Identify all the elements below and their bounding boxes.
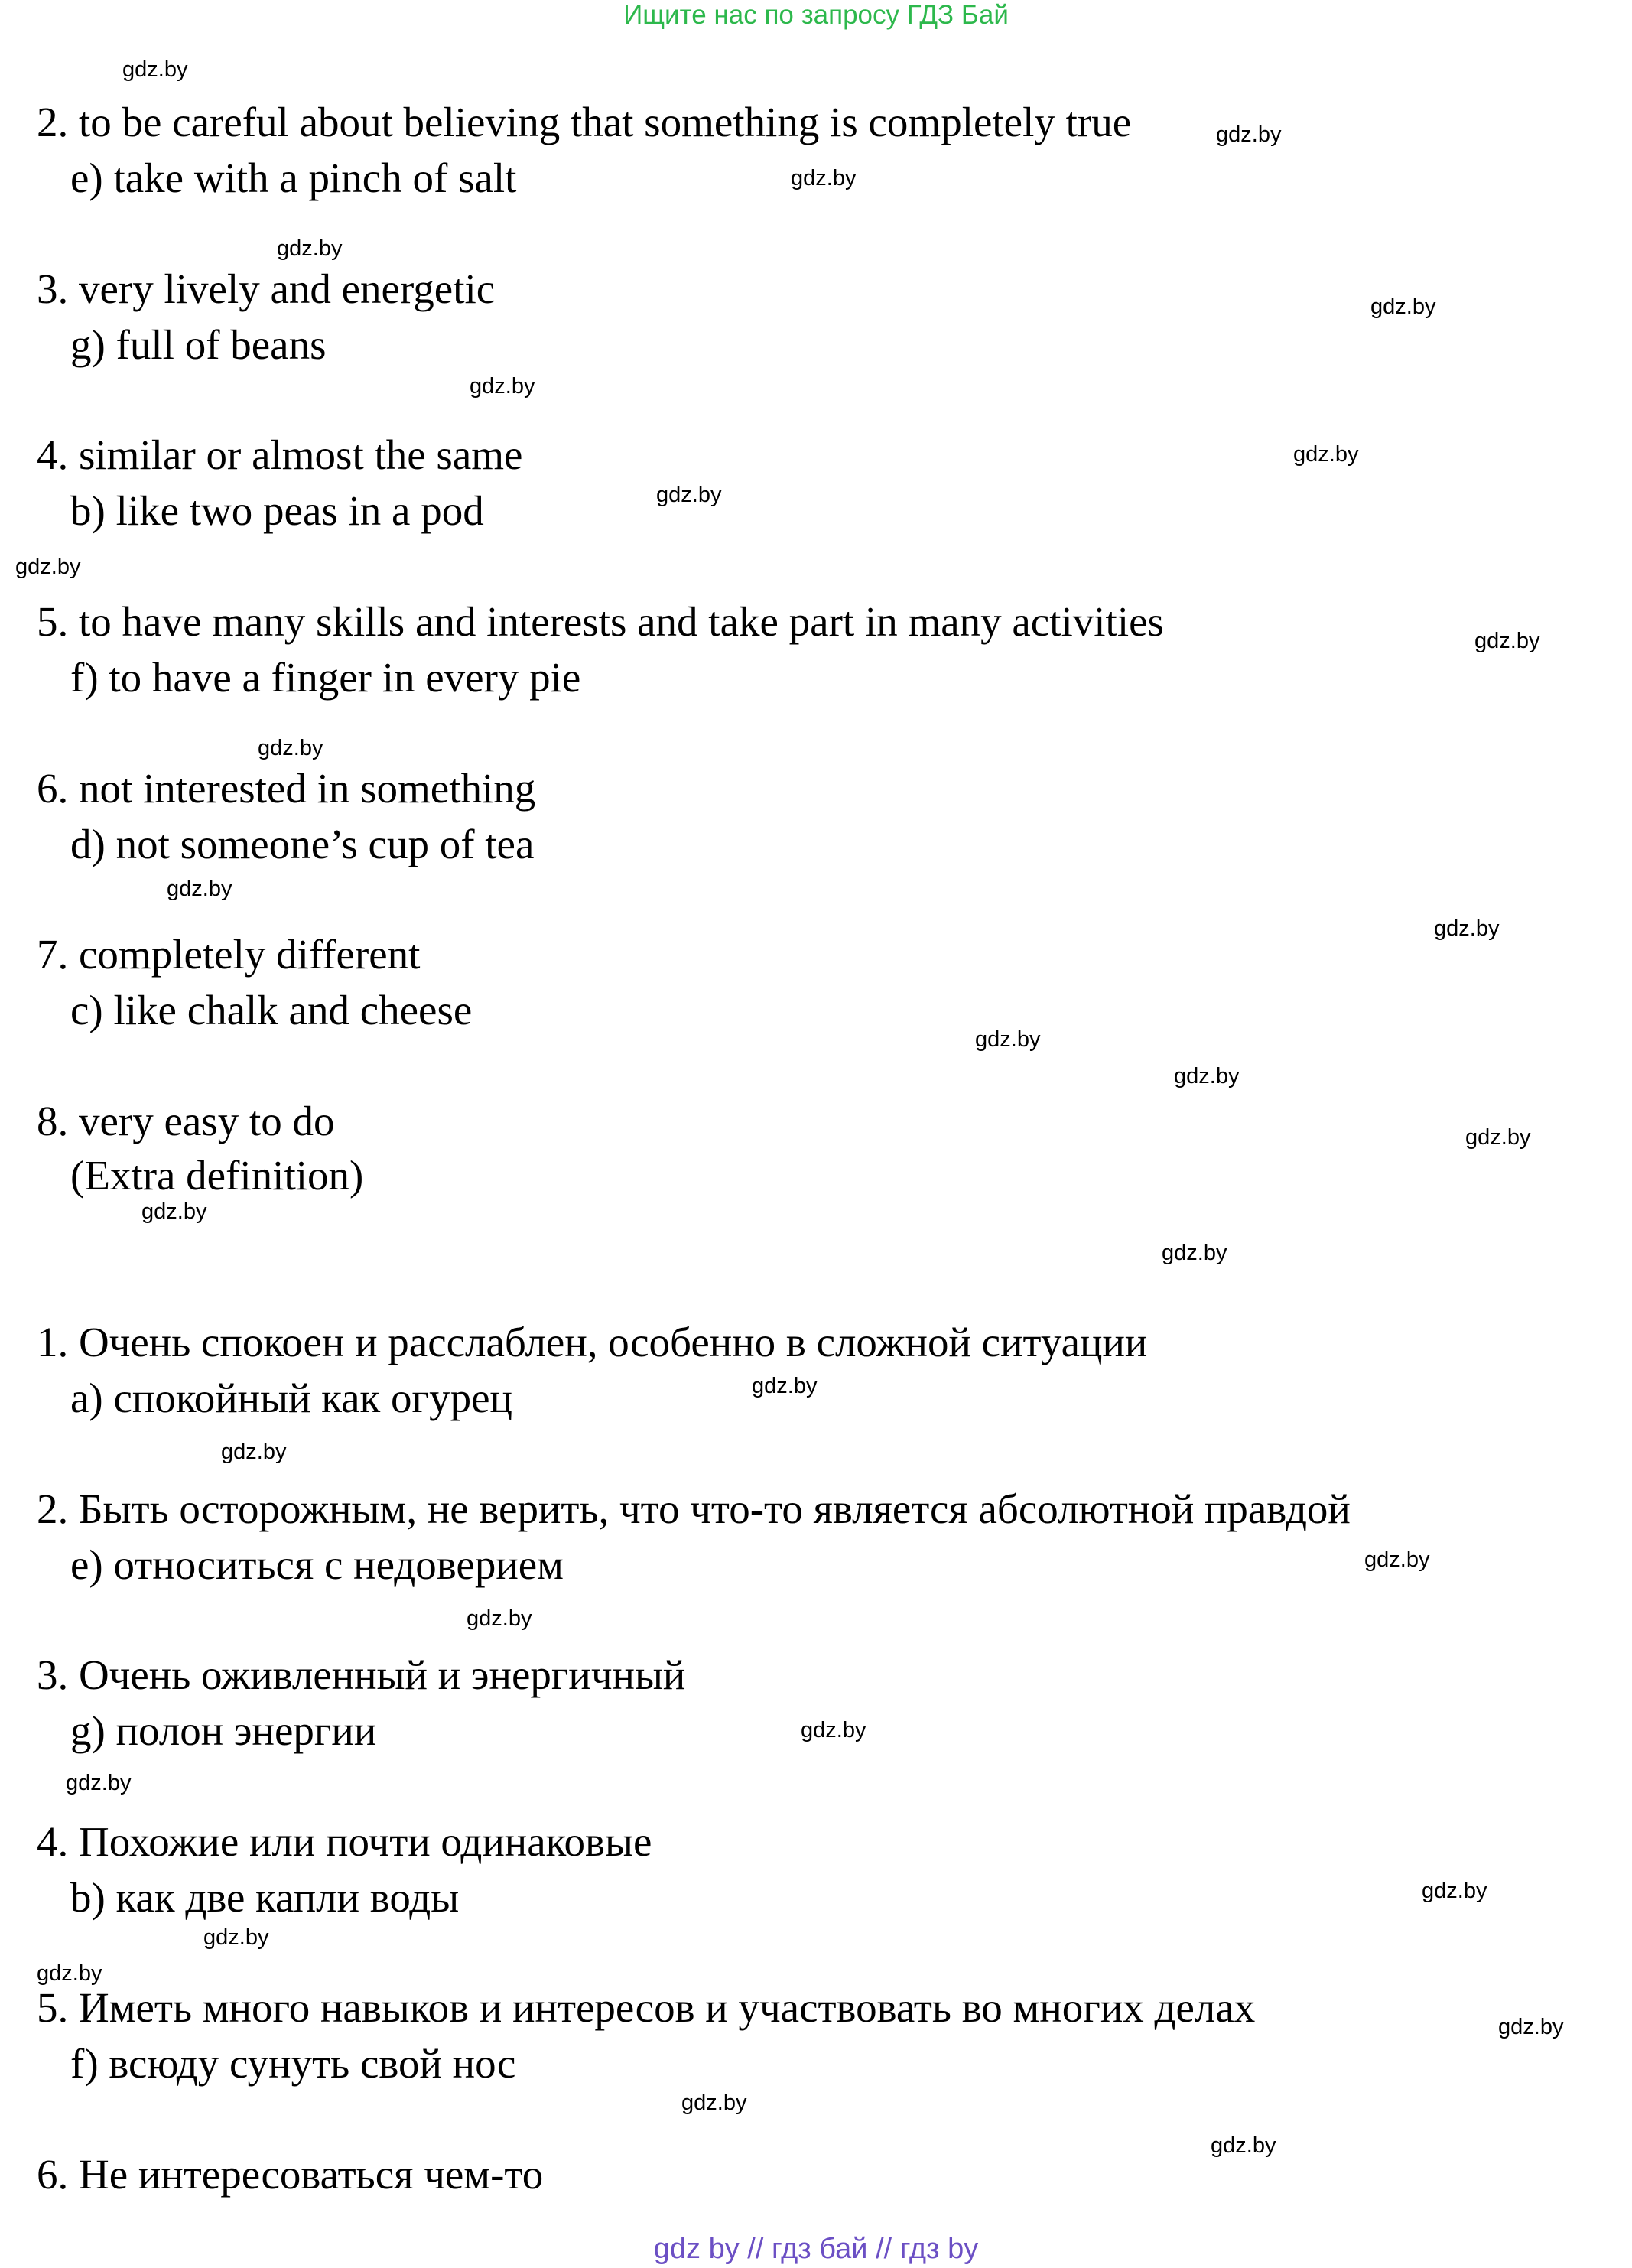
translation-line: 4. Похожие или почти одинаковые xyxy=(37,1818,652,1865)
watermark: gdz.by xyxy=(1211,2133,1276,2158)
watermark: gdz.by xyxy=(141,1199,207,1224)
watermark: gdz.by xyxy=(167,877,232,901)
idiom-line: c) like chalk and cheese xyxy=(70,987,473,1033)
definition-line: 5. to have many skills and interests and take part in many activities xyxy=(37,598,1164,645)
watermark: gdz.by xyxy=(1162,1241,1227,1265)
idiom-line: g) full of beans xyxy=(70,321,327,368)
definition-line: 8. very easy to do xyxy=(37,1098,335,1144)
translation-line: 6. Не интересоваться чем-то xyxy=(37,2151,544,2198)
watermark: gdz.by xyxy=(1174,1064,1240,1088)
watermark: gdz.by xyxy=(1370,294,1436,319)
idiom-line: d) not someone’s cup of tea xyxy=(70,821,535,867)
idiom-line: (Extra definition) xyxy=(70,1152,364,1199)
watermark: gdz.by xyxy=(203,1925,269,1950)
watermark: gdz.by xyxy=(1434,916,1500,941)
watermark: gdz.by xyxy=(975,1027,1041,1052)
watermark: gdz.by xyxy=(470,374,535,399)
watermark: gdz.by xyxy=(1364,1547,1430,1572)
watermark: gdz.by xyxy=(1216,122,1282,147)
translation-idiom-line: g) полон энергии xyxy=(70,1707,377,1754)
watermark: gdz.by xyxy=(1498,2015,1564,2039)
watermark: gdz.by xyxy=(681,2091,747,2115)
watermark: gdz.by xyxy=(122,57,188,82)
watermark: gdz.by xyxy=(656,483,722,507)
definition-line: 4. similar or almost the same xyxy=(37,431,523,478)
footer-banner[interactable]: gdz by // гдз бай // гдз by xyxy=(653,2233,979,2265)
watermark: gdz.by xyxy=(1293,442,1359,467)
definition-line: 6. not interested in something xyxy=(37,765,536,812)
watermark: gdz.by xyxy=(221,1440,287,1464)
definition-line: 2. to be careful about believing that something is completely true xyxy=(37,99,1132,145)
header-banner[interactable]: Ищите нас по запросу ГДЗ Бай xyxy=(623,0,1009,30)
watermark: gdz.by xyxy=(467,1606,532,1631)
definition-line: 7. completely different xyxy=(37,931,421,978)
translation-idiom-line: b) как две капли воды xyxy=(70,1874,460,1921)
watermark: gdz.by xyxy=(752,1374,818,1398)
translation-line: 1. Очень спокоен и расслаблен, особенно в сложной ситуации xyxy=(37,1319,1148,1365)
watermark: gdz.by xyxy=(37,1961,102,1986)
definition-line: 3. very lively and energetic xyxy=(37,265,496,312)
translation-idiom-line: a) спокойный как огурец xyxy=(70,1375,512,1421)
idiom-line: b) like two peas in a pod xyxy=(70,487,484,534)
translation-line: 5. Иметь много навыков и интересов и участвовать во многих делах xyxy=(37,1984,1256,2031)
watermark: gdz.by xyxy=(801,1718,866,1742)
watermark: gdz.by xyxy=(277,236,343,261)
idiom-line: e) take with a pinch of salt xyxy=(70,155,517,201)
translation-idiom-line: e) относиться с недоверием xyxy=(70,1541,564,1588)
watermark: gdz.by xyxy=(15,555,81,579)
idiom-line: f) to have a finger in every pie xyxy=(70,654,581,701)
watermark: gdz.by xyxy=(258,736,323,760)
translation-line: 3. Очень оживленный и энергичный xyxy=(37,1651,686,1698)
watermark: gdz.by xyxy=(1474,629,1540,653)
watermark: gdz.by xyxy=(66,1771,132,1795)
watermark: gdz.by xyxy=(1465,1125,1531,1150)
watermark: gdz.by xyxy=(791,166,857,190)
translation-line: 2. Быть осторожным, не верить, что что-то является абсолютной правдой xyxy=(37,1485,1351,1532)
watermark: gdz.by xyxy=(1422,1879,1487,1903)
translation-idiom-line: f) всюду сунуть свой нос xyxy=(70,2040,516,2087)
